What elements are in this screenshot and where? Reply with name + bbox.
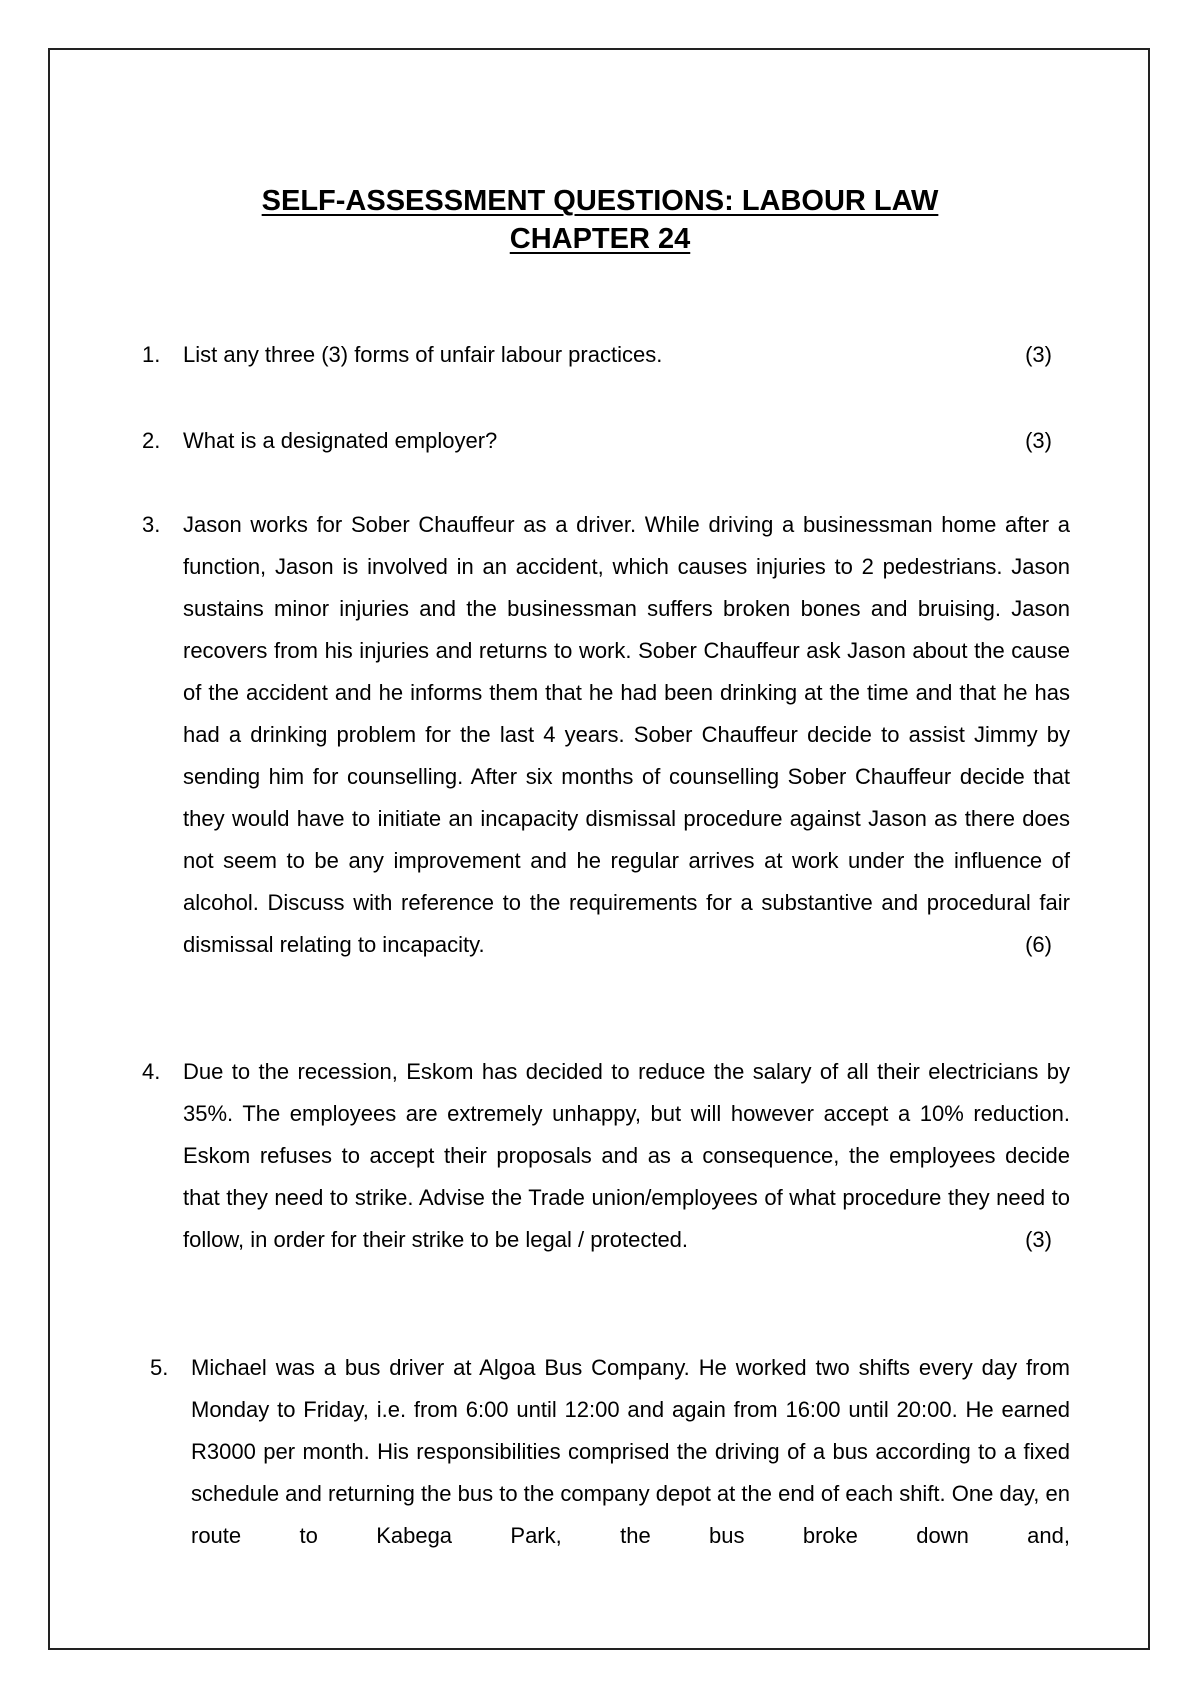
question-text-block: [183, 420, 1070, 462]
title-line-1: [0, 182, 1200, 220]
question-text: Michael was a bus driver at Algoa Bus Company. He worked two shifts every day from Monday to Friday, i.e. from 6:00 until 12:00 and again from 16:00 until 20:00. He earned R3000 per month. His responsibilities comprised the driving of a bus according to a fixed schedule and returning the bus to the company depot at the end of each shift. One day, en route to Kabega Park, the bus broke down and,: [191, 1355, 1070, 1548]
question-text: Jason works for Sober Chauffeur as a driver. While driving a businessman home after a function, Jason is involved in an accident, which causes injuries to 2 pedestrians. Jason sustains minor injuries and the businessman suffers broken bones and bruising. Jason recovers from his injuries and returns to work. Sober Chauffeur ask Jason about the cause of the accident and he informs them that he had been drinking at the time and that he has had a drinking problem for the last 4 years. Sober Chauffeur decide to assist Jimmy by sending him for counselling. After six months of counselling Sober Chauffeur decide that they would have to initiate an incapacity dismissal procedure against Jason as there does not seem to be any improvement and he regular arrives at work under the influence of alcohol. Discuss with reference to the requirements for a substantive and procedural fair dismissal relating to incapacity.: [183, 512, 1070, 957]
question-1: [142, 334, 1070, 376]
question-number: 4.: [142, 1059, 161, 1084]
question-text-block: [183, 1051, 1070, 1261]
question-text: What is a designated employer?: [183, 428, 498, 453]
question-number: 2.: [142, 428, 161, 453]
question-5: [150, 1347, 1070, 1557]
question-text: List any three (3) forms of unfair labour practices.: [183, 342, 663, 367]
question-3: [142, 504, 1070, 966]
question-text-block: [183, 334, 1070, 376]
question-marks: (3): [1025, 428, 1052, 453]
question-marks: (3): [1025, 342, 1052, 367]
question-number: 1.: [142, 342, 161, 367]
question-text-block: [191, 1347, 1070, 1557]
question-marks: (3): [1025, 1227, 1052, 1252]
question-4: [142, 1051, 1070, 1261]
title-main: SELF-ASSESSMENT QUESTIONS: LABOUR LAW: [261, 185, 939, 217]
question-number: 5.: [150, 1355, 169, 1380]
document-title: [0, 182, 1200, 258]
question-2: [142, 420, 1070, 462]
title-line-2: [0, 220, 1200, 258]
question-text: Due to the recession, Eskom has decided to reduce the salary of all their electricians by 35%. The employees are extremely unhappy, but will however accept a 10% reduction. Eskom refuses to accept their proposals and as a consequence, the employees decide that they need to strike. Advise the Trade union/employees of what procedure they need to follow, in order for their strike to be legal / protected.: [183, 1059, 1070, 1252]
title-chapter: CHAPTER 24: [509, 223, 691, 255]
question-number: 3.: [142, 512, 161, 537]
question-text-block: [183, 504, 1070, 966]
question-marks: (6): [1025, 932, 1052, 957]
